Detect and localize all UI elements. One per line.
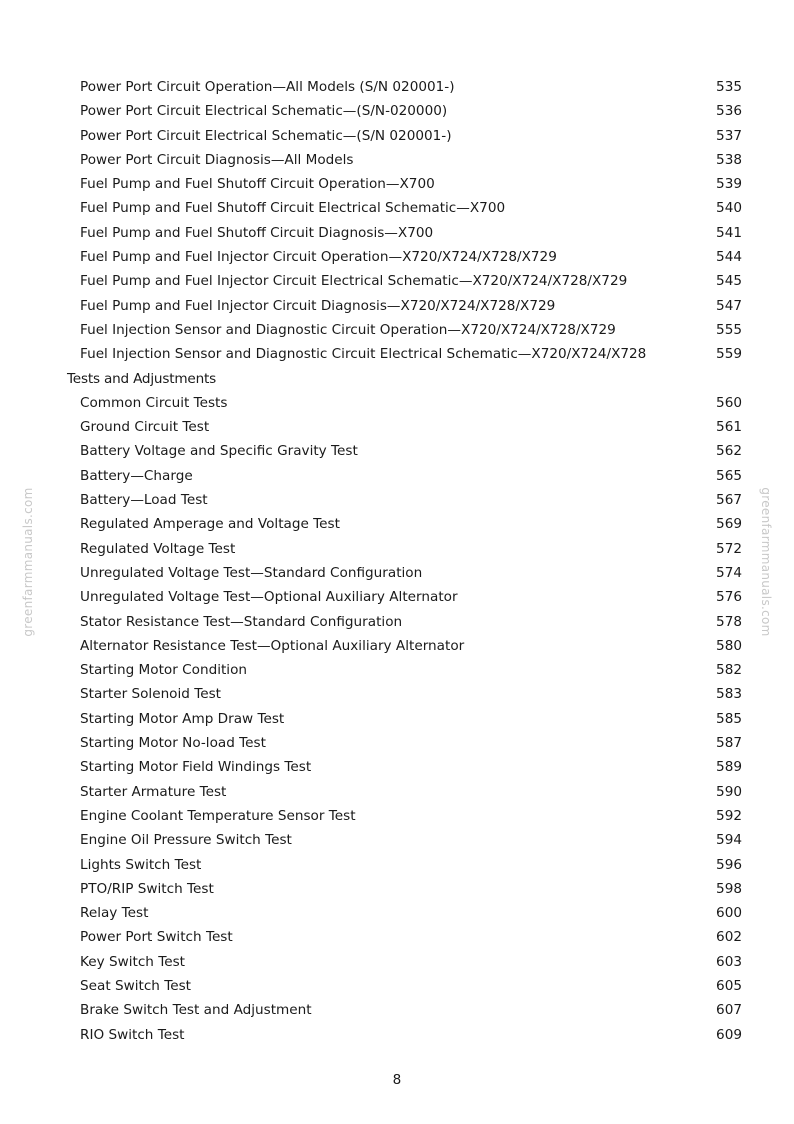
toc-entry-page: 596 — [716, 856, 742, 873]
toc-entry-title: Brake Switch Test and Adjustment — [80, 1002, 312, 1019]
toc-entry-page: 580 — [716, 637, 742, 654]
toc-entry-title: Common Circuit Tests — [80, 394, 228, 411]
toc-entry[interactable] — [0, 1023, 794, 1047]
toc-entry[interactable] — [0, 464, 794, 488]
toc-entry-page: 592 — [716, 807, 742, 824]
toc-entry[interactable] — [0, 537, 794, 561]
toc-entry-title: Fuel Injection Sensor and Diagnostic Circuit Operation—X720/X724/X728/X729 — [80, 321, 616, 338]
toc-entry-page: 545 — [716, 273, 742, 290]
toc-entry-page: 560 — [716, 394, 742, 411]
toc-entry-page: 574 — [716, 564, 742, 581]
toc-entry-page: 567 — [716, 492, 742, 509]
toc-entry-page: 569 — [716, 516, 742, 533]
toc-entry[interactable] — [0, 682, 794, 706]
toc-section-heading — [0, 367, 794, 391]
toc-entry-title: Power Port Switch Test — [80, 929, 233, 946]
toc-entry-page: 538 — [716, 151, 742, 168]
toc-entry-title: Engine Coolant Temperature Sensor Test — [80, 807, 356, 824]
toc-entry-page: 540 — [716, 200, 742, 217]
toc-entry-title: Starter Solenoid Test — [80, 686, 221, 703]
toc-entry[interactable] — [0, 755, 794, 779]
toc-entry-page: 587 — [716, 735, 742, 752]
toc-entry[interactable] — [0, 318, 794, 342]
toc-entry-page: 609 — [716, 1026, 742, 1043]
toc-entry-title: Battery—Load Test — [80, 492, 208, 509]
toc-entry-title: PTO/RIP Switch Test — [80, 880, 214, 897]
toc-entry-page: 541 — [716, 224, 742, 241]
toc-entry[interactable] — [0, 804, 794, 828]
toc-entry-title: Unregulated Voltage Test—Optional Auxiliary Alternator — [80, 589, 458, 606]
toc-entry-page: 561 — [716, 419, 742, 436]
toc-entry-page: 605 — [716, 977, 742, 994]
toc-entry-title: Fuel Pump and Fuel Shutoff Circuit Diagnosis—X700 — [80, 224, 434, 241]
toc-entry[interactable] — [0, 634, 794, 658]
toc-entry-page: 583 — [716, 686, 742, 703]
toc-entry-title: Power Port Circuit Operation—All Models (S/N 020001-) — [80, 79, 455, 95]
toc-entry[interactable] — [0, 780, 794, 804]
toc-entry[interactable] — [0, 221, 794, 245]
toc-entry[interactable] — [0, 196, 794, 220]
toc-entry-title: Regulated Voltage Test — [80, 540, 236, 557]
toc-entry-title: Power Port Circuit Electrical Schematic—(S/N 020001-) — [80, 127, 452, 144]
toc-entry[interactable] — [0, 561, 794, 585]
toc-entry[interactable] — [0, 610, 794, 634]
toc-entry[interactable] — [0, 488, 794, 512]
toc-entry[interactable] — [0, 731, 794, 755]
toc-entry[interactable] — [0, 342, 794, 366]
toc-entry[interactable] — [0, 294, 794, 318]
toc-entry[interactable] — [0, 828, 794, 852]
toc-entry[interactable] — [0, 877, 794, 901]
toc-entry[interactable] — [0, 853, 794, 877]
toc-entry-title: Starter Armature Test — [80, 783, 227, 800]
toc-entry-page: 594 — [716, 832, 742, 849]
toc-entry[interactable] — [0, 148, 794, 172]
watermark-left-text: greenfarmmanuals.com — [21, 487, 35, 637]
toc-entry[interactable] — [0, 901, 794, 925]
toc-entry-title: Stator Resistance Test—Standard Configuration — [80, 613, 403, 630]
toc-entry-page: 562 — [716, 443, 742, 460]
toc-entry-title: Ground Circuit Test — [80, 419, 210, 436]
toc-entry-page: 544 — [716, 249, 742, 266]
toc-entry-title: Power Port Circuit Electrical Schematic—(S/N-020000) — [80, 103, 448, 120]
toc-entry[interactable] — [0, 707, 794, 731]
toc-entry-page: 565 — [716, 467, 742, 484]
toc-entry-title: Alternator Resistance Test—Optional Auxiliary Alternator — [80, 637, 465, 654]
toc-entry[interactable] — [0, 269, 794, 293]
toc-entry-title: Starting Motor Condition — [80, 662, 248, 679]
toc-entry-title: Lights Switch Test — [80, 856, 202, 873]
toc-entry[interactable] — [0, 974, 794, 998]
toc-entry-title: RIO Switch Test — [80, 1026, 185, 1043]
toc-entry-page: 578 — [716, 613, 742, 630]
toc-entry-page: 600 — [716, 905, 742, 922]
toc-entry-page: 582 — [716, 662, 742, 679]
toc-entry[interactable] — [0, 99, 794, 123]
toc-entry-page: 539 — [716, 176, 742, 193]
toc-entry[interactable] — [0, 75, 794, 99]
watermark-right-text: greenfarmmanuals.com — [759, 487, 773, 637]
toc-entry-title: Regulated Amperage and Voltage Test — [80, 516, 340, 533]
toc-entry-title: Starting Motor Amp Draw Test — [80, 710, 285, 727]
toc-entry-page: 589 — [716, 759, 742, 776]
toc-entry-page: 559 — [716, 346, 742, 363]
toc-entry-page: 585 — [716, 710, 742, 727]
toc-entry[interactable] — [0, 950, 794, 974]
toc-entry-page: 598 — [716, 880, 742, 897]
toc-entry-title: Engine Oil Pressure Switch Test — [80, 832, 292, 849]
toc-entry-title: Battery Voltage and Specific Gravity Test — [80, 443, 358, 460]
toc-entry-title: Power Port Circuit Diagnosis—All Models — [80, 151, 354, 168]
toc-entry-page: 602 — [716, 929, 742, 946]
toc-entry[interactable] — [0, 172, 794, 196]
toc-entry-page: 535 — [716, 79, 742, 95]
toc-entry-page: 572 — [716, 540, 742, 557]
toc-entry[interactable] — [0, 998, 794, 1022]
toc-entry[interactable] — [0, 925, 794, 949]
table-of-contents — [0, 75, 794, 1047]
toc-entry[interactable] — [0, 512, 794, 536]
toc-entry-title: Fuel Injection Sensor and Diagnostic Circuit Electrical Schematic—X720/X724/X728 — [80, 346, 647, 363]
toc-entry-page: 590 — [716, 783, 742, 800]
toc-entry-title: Fuel Pump and Fuel Injector Circuit Electrical Schematic—X720/X724/X728/X729 — [80, 273, 628, 290]
toc-entry[interactable] — [0, 245, 794, 269]
toc-entry[interactable] — [0, 391, 794, 415]
toc-entry[interactable] — [0, 439, 794, 463]
toc-entry-title: Unregulated Voltage Test—Standard Configuration — [80, 564, 423, 581]
toc-entry-page: 607 — [716, 1002, 742, 1019]
toc-entry-title: Fuel Pump and Fuel Injector Circuit Diagnosis—X720/X724/X728/X729 — [80, 297, 556, 314]
toc-entry-title: Fuel Pump and Fuel Shutoff Circuit Electrical Schematic—X700 — [80, 200, 506, 217]
toc-entry-title: Relay Test — [80, 905, 149, 922]
toc-entry-title: Starting Motor No-load Test — [80, 735, 266, 752]
toc-entry-page: 537 — [716, 127, 742, 144]
toc-entry-title: Fuel Pump and Fuel Injector Circuit Operation—X720/X724/X728/X729 — [80, 249, 557, 266]
toc-entry[interactable] — [0, 124, 794, 148]
toc-entry[interactable] — [0, 415, 794, 439]
page-number: 8 — [392, 1072, 402, 1088]
toc-entry-page: 603 — [716, 953, 742, 970]
toc-entry-title: Starting Motor Field Windings Test — [80, 759, 312, 776]
toc-entry-title: Key Switch Test — [80, 953, 185, 970]
toc-entry-page: 536 — [716, 103, 742, 120]
section-heading-text: Tests and Adjustments — [67, 370, 216, 387]
toc-entry-page: 547 — [716, 297, 742, 314]
toc-entry-title: Seat Switch Test — [80, 977, 192, 994]
toc-entry-title: Fuel Pump and Fuel Shutoff Circuit Operation—X700 — [80, 176, 435, 193]
toc-entry-title: Battery—Charge — [80, 467, 193, 484]
toc-entry-page: 555 — [716, 321, 742, 338]
toc-entry-page: 576 — [716, 589, 742, 606]
toc-entry[interactable] — [0, 658, 794, 682]
toc-entry[interactable] — [0, 585, 794, 609]
